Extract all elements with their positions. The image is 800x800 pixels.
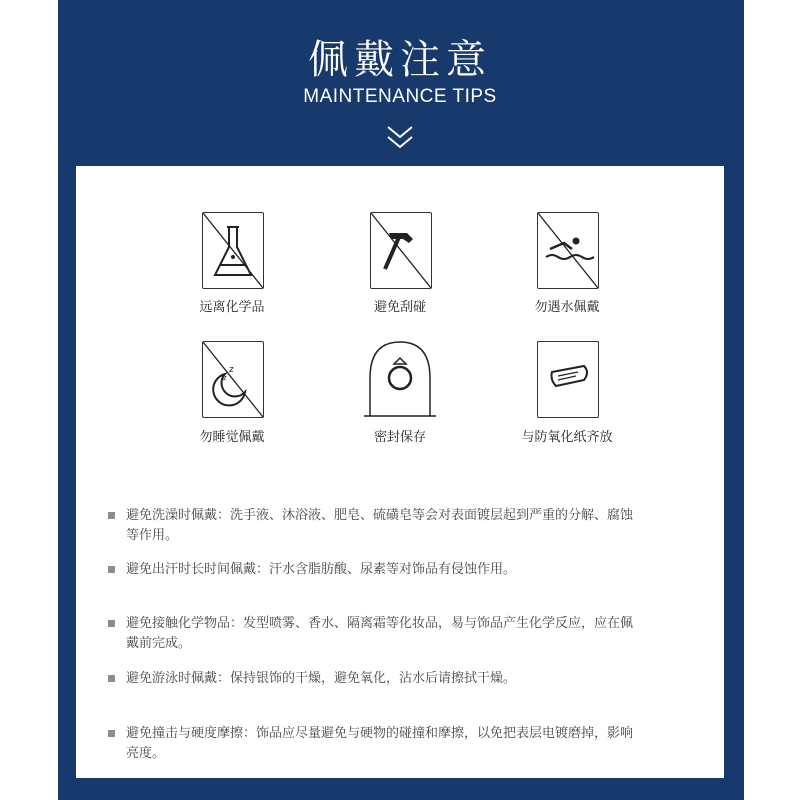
icon-caption: 密封保存 (373, 430, 426, 445)
sleep-moon-prohibited-icon (202, 341, 264, 418)
tip-item (126, 669, 696, 689)
tip-text: 避免撞击与硬度摩擦：饰品应尽量避免与硬物的碰撞和摩擦，以免把表层电镀磨掉，影响 (126, 726, 634, 741)
tip-text: 等作用。 (126, 528, 179, 543)
hammer-prohibited-icon (370, 212, 432, 289)
swimmer-prohibited-icon (537, 212, 599, 289)
icon-caption: 避免刮碰 (373, 300, 426, 315)
tip-text: 戴前完成。 (126, 636, 192, 651)
bullet-icon (108, 675, 115, 682)
anti-tarnish-paper-icon (537, 341, 599, 418)
tip-item (126, 614, 696, 654)
tip-text: 避免洗澡时佩戴：洗手液、沐浴液、肥皂、硫磺皂等会对表面镀层起到严重的分解、腐蚀 (126, 508, 634, 523)
svg-text:z: z (229, 365, 234, 375)
bullet-icon (108, 512, 115, 519)
tip-item (126, 506, 696, 546)
bullet-icon (108, 730, 115, 737)
page-subtitle: MAINTENANCE TIPS (303, 86, 497, 107)
tip-text: 避免接触化学物品：发型喷雾、香水、隔离霜等化妆品，易与饰品产生化学反应，应在佩 (126, 616, 634, 631)
icon-caption: 与防氧化纸齐放 (521, 430, 613, 445)
bullet-icon (108, 620, 115, 627)
icon-caption: 远离化学品 (199, 300, 265, 315)
flask-prohibited-icon (202, 212, 264, 289)
tip-item (126, 724, 696, 764)
ring-sealed-bag-icon (360, 340, 440, 418)
tip-text: 亮度。 (126, 746, 166, 761)
icon-caption: 勿睡觉佩戴 (199, 430, 265, 445)
bullet-icon (108, 566, 115, 573)
tip-text: 避免出汗时长时间佩戴：汗水含脂肪酸、尿素等对饰品有侵蚀作用。 (126, 562, 517, 577)
page-title: 佩戴注意 (308, 37, 492, 83)
tip-item (126, 560, 696, 580)
double-chevron-down-icon (384, 124, 416, 152)
icon-caption: 勿遇水佩戴 (534, 300, 600, 315)
svg-text:z: z (223, 374, 227, 382)
tip-text: 避免游泳时佩戴：保持银饰的干燥，避免氧化，沾水后请擦拭干燥。 (126, 671, 517, 686)
